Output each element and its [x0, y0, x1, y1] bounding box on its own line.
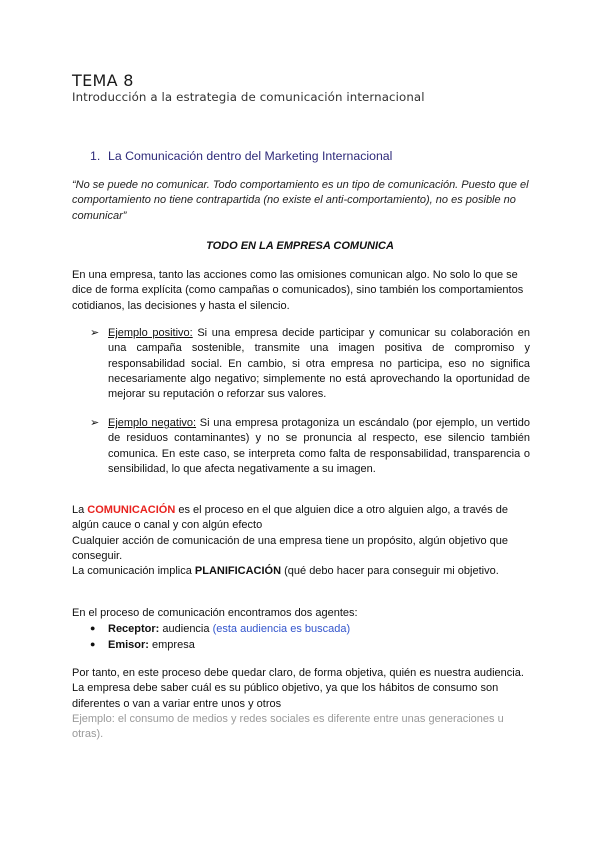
section-title: La Comunicación dentro del Marketing Internacional — [108, 149, 393, 163]
bullet-icon: ● — [90, 623, 96, 633]
closing-paragraph — [72, 666, 534, 742]
arrow-bullet-icon: ➢ — [90, 327, 100, 339]
agent-text: empresa — [148, 639, 195, 651]
closing-line1: Por tanto, en este proceso debe quedar claro, de forma objetiva, quién es nuestra audiencia. — [72, 667, 524, 679]
definition-line3-post: (qué debo hacer para conseguir mi objetivo. — [281, 565, 499, 578]
example-text: Si una empresa decide participar y comunicar su colaboración en una campaña sostenible, transmite una imagen positiva de compromiso y responsabilidad social. En cambio, si otra empresa no participa, eso no significa necesariamente algo negativo; simplemente no está aprovechando la oportunidad de mejorar su reputación o reforzar sus valores. — [108, 327, 530, 401]
example-positive — [90, 326, 530, 402]
definition-line3-pre: La comunicación implica — [72, 565, 195, 578]
closing-example: Ejemplo: el consumo de medios y redes sociales es diferente entre unas generaciones u otras). — [72, 712, 504, 741]
quote: “No se puede no comunicar. Todo comportamiento es un tipo de comunicación. Puesto que el comportamiento no tiene contrapartida (no existe el anti-comportamiento), no es posible no comunicar” — [72, 179, 529, 222]
intro-paragraph: En una empresa, tanto las acciones como las omisiones comunican algo. No solo lo que se dice de forma explícita (como campañas o comunicados), sino también los comportamientos cotidianos, las decisiones y hasta el silencio. — [72, 269, 524, 312]
example-label: Ejemplo positivo: — [108, 327, 193, 339]
definition-line3-keyword: PLANIFICACIÓN — [194, 565, 282, 578]
closing-line2: La empresa debe saber cuál es su público objetivo, ya que los hábitos de consumo son diferentes o van a variar entre unos y otros — [72, 682, 499, 710]
section-number: 1. — [90, 149, 101, 163]
agent-note: (esta audiencia es buscada) — [212, 623, 351, 635]
definition-keyword: COMUNICACIÓN — [87, 504, 176, 516]
definition-post: es el proceso en el que alguien dice a otro alguien algo, a través de algún cauce o canal y con algún efecto — [72, 504, 508, 532]
section-heading — [90, 149, 392, 163]
agents-intro: En el proceso de comunicación encontramos dos agentes: — [72, 607, 358, 619]
agent-label: Receptor: — [108, 623, 160, 635]
definition-line2: Cualquier acción de comunicación de una empresa tiene un propósito, algún objetivo que conseguir. — [72, 534, 509, 562]
document-title: TEMA 8 — [72, 71, 134, 90]
document-subtitle: Introducción a la estrategia de comunicación internacional — [72, 90, 425, 104]
definition-pre: La — [72, 504, 88, 516]
agent-text: audiencia — [159, 623, 213, 635]
arrow-bullet-icon: ➢ — [90, 417, 100, 429]
example-negative — [90, 416, 530, 477]
center-heading: TODO EN LA EMPRESA COMUNICA — [206, 240, 394, 252]
agent-item-receptor — [90, 621, 350, 637]
definition-paragraph — [72, 503, 534, 579]
bullet-icon: ● — [90, 639, 96, 649]
agent-label: Emisor: — [108, 639, 149, 651]
example-text: Si una empresa protagoniza un escándalo (por ejemplo, un vertido de residuos contaminantes) y no se pronuncia al respecto, ese silencio también comunica. En este caso, se interpreta como falta de responsabilidad, transparencia o sensibilidad, lo que afecta negativamente a su imagen. — [108, 417, 530, 475]
agent-item-emisor — [90, 637, 195, 653]
example-label: Ejemplo negativo: — [108, 417, 197, 429]
